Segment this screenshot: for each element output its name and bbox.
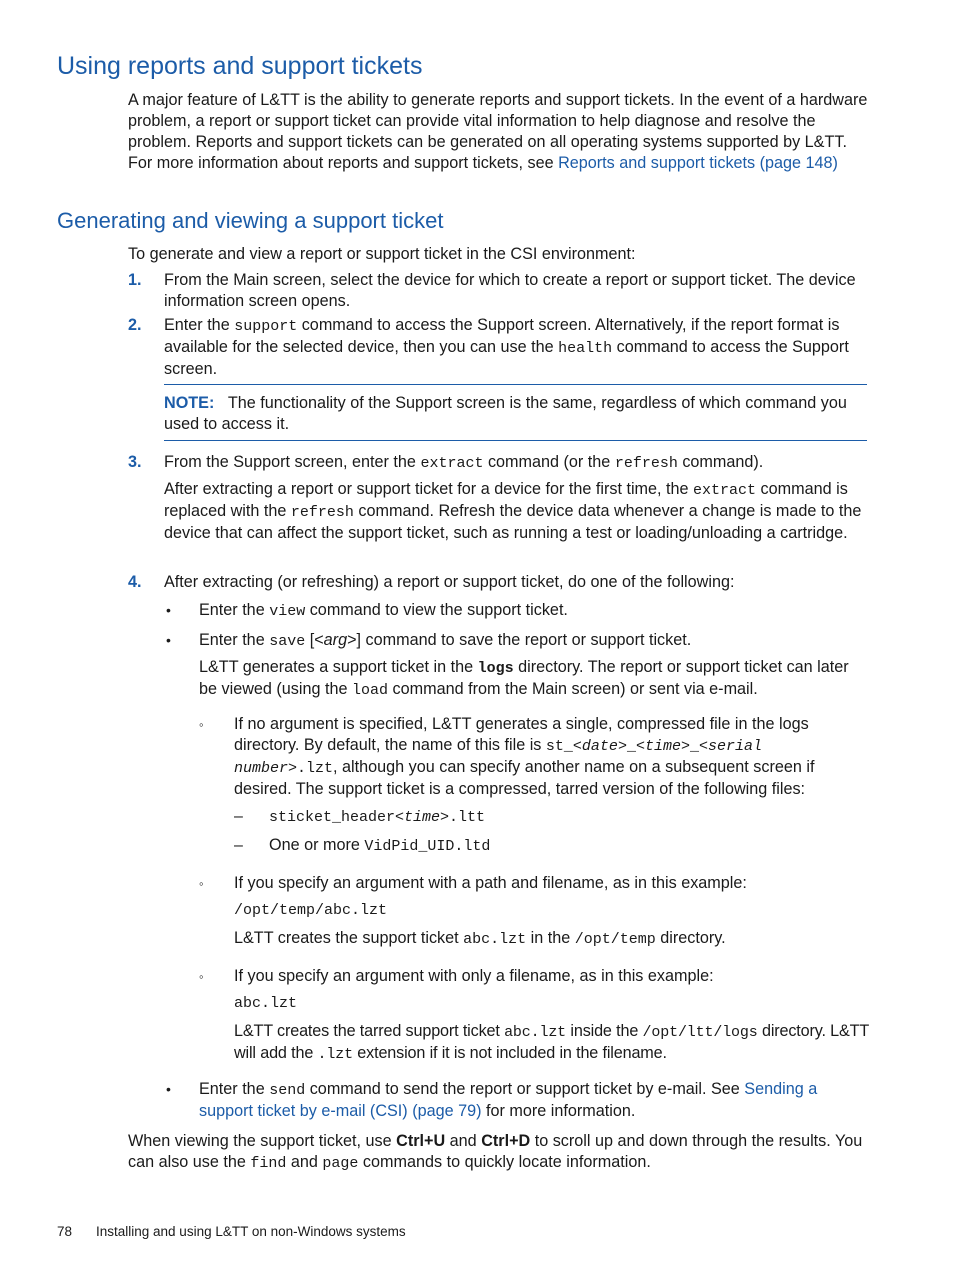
- step-4-text: After extracting (or refreshing) a report or support ticket, do one of the following:: [164, 573, 735, 591]
- file1-text: sticket_header<time>.ltt: [269, 809, 486, 826]
- sub2-result: L&TT creates the support ticket abc.lzt in the /opt/temp directory.: [234, 929, 726, 948]
- code-support: support: [234, 318, 298, 335]
- closing-paragraph: When viewing the support ticket, use Ctrl+U and Ctrl+D to scroll up and down through the results. You can also use the find and page commands to quickly locate information.: [128, 1132, 863, 1172]
- sub2-text: If you specify an argument with a path and filename, as in this example:: [234, 874, 747, 892]
- bullet-marker: •: [166, 602, 171, 618]
- bullet-send-text: Enter the send command to send the report or support ticket by e-mail. See Sending a support ticket by e-mail (CSI) (page 79) for more information.: [199, 1080, 818, 1120]
- bullet-save-text: Enter the save [<arg>] command to save the report or support ticket.: [199, 631, 692, 650]
- bullet-marker: •: [166, 632, 171, 648]
- sub3-example: abc.lzt: [234, 995, 298, 1012]
- page-title: Using reports and support tickets: [57, 52, 423, 80]
- note-text: The functionality of the Support screen is the same, regardless of which command you used to access it.: [164, 394, 847, 433]
- sub3-result: L&TT creates the tarred support ticket abc.lzt inside the /opt/ltt/logs directory. L&TT will add the .lzt extension if it is not included in the filename.: [234, 1022, 869, 1063]
- file2-text: One or more VidPid_UID.ltd: [269, 836, 491, 855]
- note-bottom-rule: [164, 440, 867, 441]
- step-number: 4.: [128, 573, 142, 591]
- note-label: NOTE:: [164, 394, 215, 412]
- circle-marker: ◦: [199, 969, 204, 984]
- step-3-paragraph: After extracting a report or support ticket for a device for the first time, the extract command is replaced with the refresh command. Refresh the device data whenever a change is made to the device that can affect the support ticket, such as running a test or loading/unloading a cartridge.: [164, 480, 862, 542]
- note-top-rule: [164, 384, 867, 385]
- bullet-view-text: Enter the view command to view the support ticket.: [199, 601, 568, 620]
- lead-paragraph: To generate and view a report or support ticket in the CSI environment:: [128, 245, 636, 263]
- circle-marker: ◦: [199, 717, 204, 732]
- dash-marker: –: [234, 808, 243, 825]
- page-number: 78: [57, 1224, 73, 1239]
- step-3-text: From the Support screen, enter the extract command (or the refresh command).: [164, 453, 764, 472]
- bullet-marker: •: [166, 1081, 171, 1097]
- step-number: 2.: [128, 316, 142, 334]
- step-number: 3.: [128, 453, 142, 471]
- save-paragraph: L&TT generates a support ticket in the logs directory. The report or support ticket can later be viewed (using the load command from the Main screen) or sent via e-mail.: [199, 658, 849, 699]
- circle-marker: ◦: [199, 876, 204, 891]
- sub2-example: /opt/temp/abc.lzt: [234, 902, 388, 919]
- step-2-text: Enter the support command to access the Support screen. Alternatively, if the report format is available for the selected device, then you can use the health command to access the Support screen.: [164, 316, 849, 378]
- section-title: Generating and viewing a support ticket: [57, 208, 444, 233]
- dash-marker: –: [234, 837, 243, 854]
- step-1-text: From the Main screen, select the device for which to create a report or support ticket. The device information screen opens.: [164, 271, 856, 310]
- sending-ticket-link[interactable]: Sending a support ticket by e-mail (CSI) (page 79): [199, 1080, 818, 1120]
- sub3-text: If you specify an argument with only a filename, as in this example:: [234, 967, 714, 985]
- sub1-text: If no argument is specified, L&TT generates a single, compressed file in the logs directory. By default, the name of this file is st_<date>_<time>_<serial number>.lzt, although you can specify another name on a subsequent screen if desired. The support ticket is a compressed, tarred version of the following files:: [234, 715, 815, 798]
- reports-link[interactable]: Reports and support tickets (page 148): [558, 154, 838, 172]
- intro-text: A major feature of L&TT is the ability to generate reports and support tickets. In the event of a hardware problem, a report or support ticket can provide vital information to help diagnose and resolve the problem. Reports and support tickets can be generated on all operating systems supported by L&TT. For more information about reports and support tickets, see: [128, 91, 868, 172]
- step-number: 1.: [128, 271, 142, 289]
- code-health: health: [558, 340, 613, 357]
- footer-title: Installing and using L&TT on non-Windows systems: [96, 1224, 406, 1239]
- note-box: [164, 393, 867, 435]
- intro-paragraph: [128, 90, 870, 174]
